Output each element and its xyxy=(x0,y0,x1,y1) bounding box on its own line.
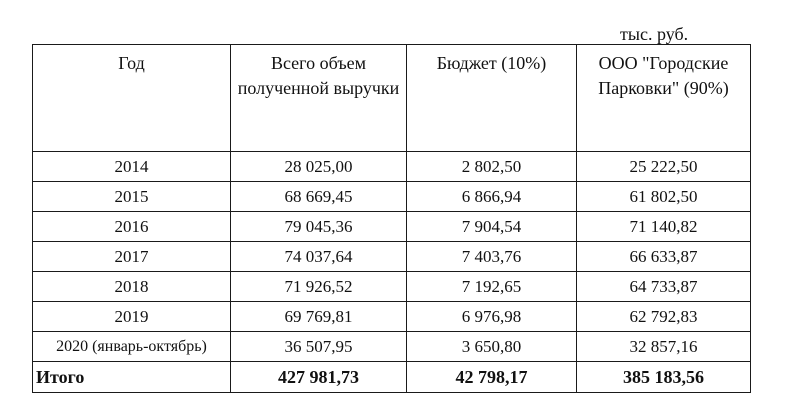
header-year: Год xyxy=(33,45,231,152)
cell-year: 2015 xyxy=(33,182,231,212)
cell-year: 2014 xyxy=(33,152,231,182)
unit-note: тыс. руб. xyxy=(620,24,689,44)
totals-label: Итого xyxy=(33,362,231,393)
cell-company: 61 802,50 xyxy=(577,182,751,212)
totals-total: 427 981,73 xyxy=(231,362,407,393)
cell-year: 2016 xyxy=(33,212,231,242)
table-row xyxy=(33,182,751,212)
cell-company: 66 633,87 xyxy=(577,242,751,272)
cell-year: 2020 (январь-октябрь) xyxy=(33,332,231,362)
cell-budget: 6 976,98 xyxy=(407,302,577,332)
table-row xyxy=(33,212,751,242)
cell-company: 71 140,82 xyxy=(577,212,751,242)
cell-total: 28 025,00 xyxy=(231,152,407,182)
revenue-table xyxy=(32,44,751,393)
cell-total: 79 045,36 xyxy=(231,212,407,242)
cell-budget: 2 802,50 xyxy=(407,152,577,182)
table-row xyxy=(33,242,751,272)
table-row xyxy=(33,332,751,362)
cell-budget: 7 403,76 xyxy=(407,242,577,272)
cell-total: 69 769,81 xyxy=(231,302,407,332)
totals-row xyxy=(33,362,751,393)
table-row xyxy=(33,152,751,182)
cell-company: 25 222,50 xyxy=(577,152,751,182)
cell-budget: 6 866,94 xyxy=(407,182,577,212)
cell-company: 32 857,16 xyxy=(577,332,751,362)
cell-total: 74 037,64 xyxy=(231,242,407,272)
header-total-revenue: Всего объем полученной выручки xyxy=(231,45,407,152)
table-row xyxy=(33,302,751,332)
header-row xyxy=(33,45,751,152)
cell-total: 71 926,52 xyxy=(231,272,407,302)
table-row xyxy=(33,272,751,302)
header-budget: Бюджет (10%) xyxy=(407,45,577,152)
cell-budget: 3 650,80 xyxy=(407,332,577,362)
cell-year: 2018 xyxy=(33,272,231,302)
cell-company: 62 792,83 xyxy=(577,302,751,332)
header-company: ООО "Городские Парковки" (90%) xyxy=(577,45,751,152)
cell-year: 2017 xyxy=(33,242,231,272)
totals-budget: 42 798,17 xyxy=(407,362,577,393)
cell-year: 2019 xyxy=(33,302,231,332)
cell-budget: 7 192,65 xyxy=(407,272,577,302)
cell-total: 68 669,45 xyxy=(231,182,407,212)
cell-total: 36 507,95 xyxy=(231,332,407,362)
totals-company: 385 183,56 xyxy=(577,362,751,393)
cell-budget: 7 904,54 xyxy=(407,212,577,242)
cell-company: 64 733,87 xyxy=(577,272,751,302)
